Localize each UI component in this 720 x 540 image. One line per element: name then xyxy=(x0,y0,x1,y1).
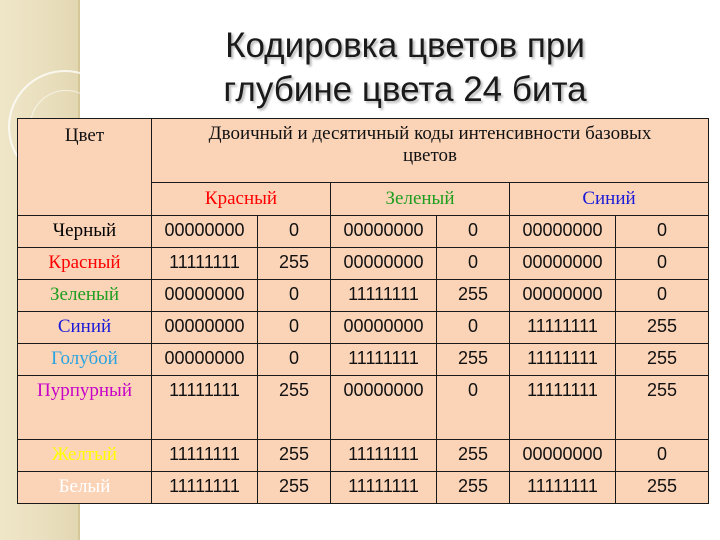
binary-code-cell: 00000000 xyxy=(510,440,616,472)
header-color: Цвет xyxy=(18,119,152,216)
binary-code-cell: 11111111 xyxy=(152,376,258,440)
table-row xyxy=(18,440,709,472)
decimal-code-cell: 0 xyxy=(437,376,510,440)
decimal-code-cell: 0 xyxy=(616,280,709,312)
decimal-code-cell: 255 xyxy=(437,344,510,376)
binary-code-cell: 00000000 xyxy=(331,312,437,344)
decimal-code-cell: 255 xyxy=(258,248,331,280)
decimal-code-cell: 0 xyxy=(258,280,331,312)
binary-code-cell: 11111111 xyxy=(152,440,258,472)
binary-code-cell: 00000000 xyxy=(331,216,437,248)
decimal-code-cell: 0 xyxy=(437,216,510,248)
table-row xyxy=(18,312,709,344)
color-code-table xyxy=(17,118,709,504)
row-color-name: Черный xyxy=(18,216,152,248)
decimal-code-cell: 0 xyxy=(258,312,331,344)
table-header-row xyxy=(18,119,709,183)
binary-code-cell: 11111111 xyxy=(152,472,258,504)
table-row xyxy=(18,472,709,504)
subheader-blue: Синий xyxy=(510,183,709,216)
binary-code-cell: 00000000 xyxy=(331,376,437,440)
binary-code-cell: 11111111 xyxy=(331,472,437,504)
binary-code-cell: 00000000 xyxy=(331,248,437,280)
decimal-code-cell: 255 xyxy=(616,344,709,376)
subheader-green: Зеленый xyxy=(331,183,510,216)
decimal-code-cell: 0 xyxy=(437,248,510,280)
binary-code-cell: 00000000 xyxy=(152,312,258,344)
decimal-code-cell: 0 xyxy=(258,344,331,376)
decimal-code-cell: 255 xyxy=(258,376,331,440)
decimal-code-cell: 255 xyxy=(616,376,709,440)
table-row xyxy=(18,344,709,376)
binary-code-cell: 11111111 xyxy=(510,376,616,440)
title-line-2: глубине цвета 24 бита xyxy=(223,70,587,109)
row-color-name: Желтый xyxy=(18,440,152,472)
row-color-name: Пурпурный xyxy=(18,376,152,440)
subheader-red: Красный xyxy=(152,183,331,216)
binary-code-cell: 00000000 xyxy=(510,248,616,280)
binary-code-cell: 11111111 xyxy=(510,344,616,376)
slide-title xyxy=(150,24,660,112)
binary-code-cell: 11111111 xyxy=(331,280,437,312)
row-color-name: Зеленый xyxy=(18,280,152,312)
binary-code-cell: 11111111 xyxy=(331,440,437,472)
decimal-code-cell: 255 xyxy=(437,280,510,312)
table-row xyxy=(18,216,709,248)
title-line-1: Кодировка цветов при xyxy=(225,26,585,65)
decimal-code-cell: 255 xyxy=(258,440,331,472)
binary-code-cell: 00000000 xyxy=(152,216,258,248)
decimal-code-cell: 255 xyxy=(437,472,510,504)
binary-code-cell: 11111111 xyxy=(510,472,616,504)
binary-code-cell: 00000000 xyxy=(510,216,616,248)
table-row xyxy=(18,280,709,312)
binary-code-cell: 00000000 xyxy=(510,280,616,312)
decimal-code-cell: 0 xyxy=(616,216,709,248)
decimal-code-cell: 255 xyxy=(616,472,709,504)
table-row xyxy=(18,376,709,440)
row-color-name: Синий xyxy=(18,312,152,344)
binary-code-cell: 11111111 xyxy=(331,344,437,376)
row-color-name: Красный xyxy=(18,248,152,280)
header-codes: Двоичный и десятичный коды интенсивности базовых цветов xyxy=(152,119,709,183)
binary-code-cell: 11111111 xyxy=(510,312,616,344)
decimal-code-cell: 0 xyxy=(437,312,510,344)
binary-code-cell: 00000000 xyxy=(152,344,258,376)
decimal-code-cell: 255 xyxy=(437,440,510,472)
row-color-name: Голубой xyxy=(18,344,152,376)
table-row xyxy=(18,248,709,280)
decimal-code-cell: 255 xyxy=(616,312,709,344)
decimal-code-cell: 255 xyxy=(258,472,331,504)
decimal-code-cell: 0 xyxy=(616,440,709,472)
decimal-code-cell: 0 xyxy=(258,216,331,248)
decimal-code-cell: 0 xyxy=(616,248,709,280)
binary-code-cell: 11111111 xyxy=(152,248,258,280)
row-color-name: Белый xyxy=(18,472,152,504)
binary-code-cell: 00000000 xyxy=(152,280,258,312)
